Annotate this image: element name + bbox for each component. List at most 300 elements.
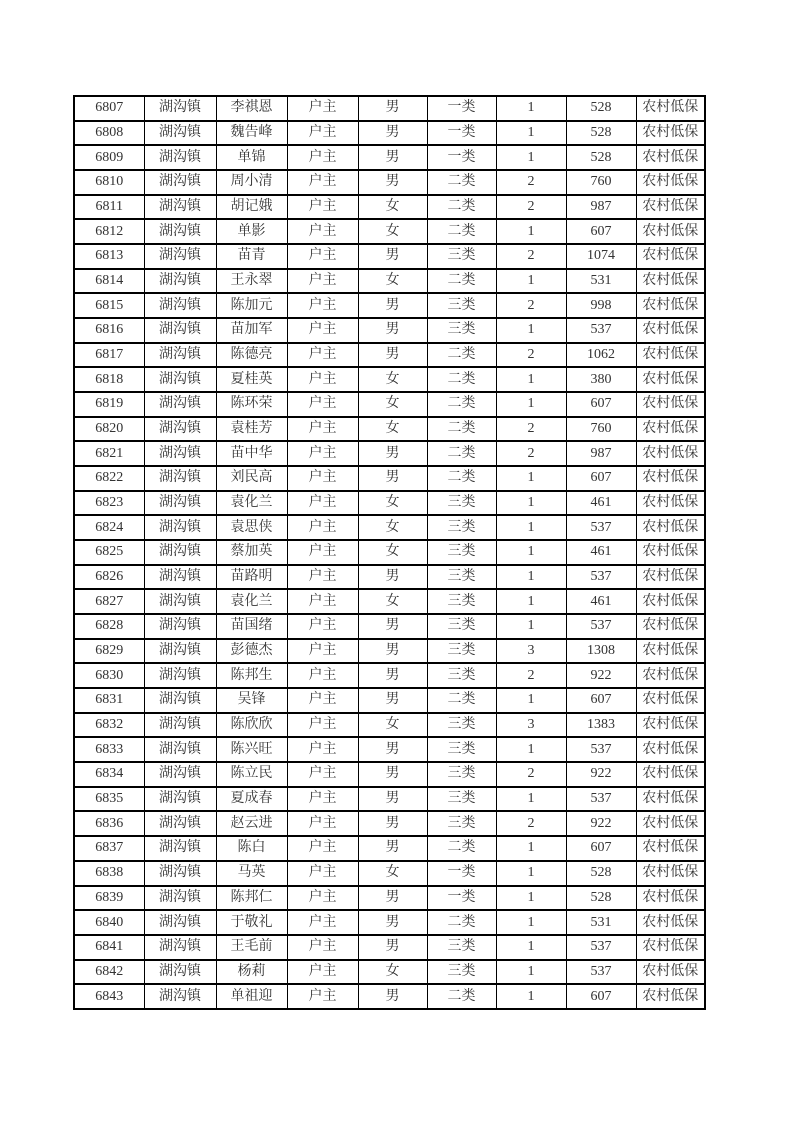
- cell-relation: 户主: [287, 737, 358, 762]
- cell-persons: 1: [496, 269, 566, 294]
- cell-amount: 607: [566, 219, 636, 244]
- cell-name: 陈环荣: [216, 392, 287, 417]
- cell-category: 三类: [427, 713, 496, 738]
- cell-amount: 537: [566, 565, 636, 590]
- cell-amount: 537: [566, 318, 636, 343]
- table-row: [74, 811, 705, 836]
- cell-gender: 女: [358, 960, 427, 985]
- cell-amount: 537: [566, 787, 636, 812]
- cell-id: 6827: [74, 589, 144, 614]
- cell-town: 湖沟镇: [144, 713, 216, 738]
- cell-town: 湖沟镇: [144, 121, 216, 146]
- cell-town: 湖沟镇: [144, 219, 216, 244]
- cell-name: 苗青: [216, 244, 287, 269]
- cell-gender: 男: [358, 318, 427, 343]
- cell-town: 湖沟镇: [144, 195, 216, 220]
- table-row: [74, 466, 705, 491]
- cell-relation: 户主: [287, 787, 358, 812]
- table-row: [74, 960, 705, 985]
- table-row: [74, 836, 705, 861]
- cell-amount: 528: [566, 145, 636, 170]
- cell-id: 6819: [74, 392, 144, 417]
- cell-persons: 1: [496, 318, 566, 343]
- cell-name: 袁桂芳: [216, 417, 287, 442]
- cell-name: 魏告峰: [216, 121, 287, 146]
- cell-gender: 男: [358, 787, 427, 812]
- cell-category: 一类: [427, 886, 496, 911]
- cell-id: 6836: [74, 811, 144, 836]
- cell-category: 二类: [427, 195, 496, 220]
- cell-persons: 1: [496, 392, 566, 417]
- table-row: [74, 392, 705, 417]
- cell-id: 6818: [74, 367, 144, 392]
- cell-id: 6809: [74, 145, 144, 170]
- cell-amount: 528: [566, 861, 636, 886]
- cell-amount: 1062: [566, 343, 636, 368]
- cell-relation: 户主: [287, 269, 358, 294]
- cell-id: 6834: [74, 762, 144, 787]
- cell-id: 6807: [74, 96, 144, 121]
- cell-category: 三类: [427, 515, 496, 540]
- table-row: [74, 540, 705, 565]
- cell-town: 湖沟镇: [144, 491, 216, 516]
- cell-name: 苗国绪: [216, 614, 287, 639]
- cell-category: 二类: [427, 417, 496, 442]
- cell-town: 湖沟镇: [144, 293, 216, 318]
- cell-gender: 男: [358, 96, 427, 121]
- cell-id: 6828: [74, 614, 144, 639]
- cell-persons: 1: [496, 614, 566, 639]
- cell-id: 6813: [74, 244, 144, 269]
- table-row: [74, 589, 705, 614]
- cell-town: 湖沟镇: [144, 836, 216, 861]
- cell-name: 苗加军: [216, 318, 287, 343]
- cell-program: 农村低保: [636, 269, 705, 294]
- table-row: [74, 318, 705, 343]
- table-row: [74, 343, 705, 368]
- cell-program: 农村低保: [636, 96, 705, 121]
- cell-id: 6816: [74, 318, 144, 343]
- cell-gender: 男: [358, 343, 427, 368]
- table-row: [74, 861, 705, 886]
- cell-id: 6808: [74, 121, 144, 146]
- cell-town: 湖沟镇: [144, 269, 216, 294]
- cell-town: 湖沟镇: [144, 441, 216, 466]
- cell-persons: 2: [496, 663, 566, 688]
- cell-gender: 男: [358, 762, 427, 787]
- cell-persons: 1: [496, 565, 566, 590]
- cell-relation: 户主: [287, 811, 358, 836]
- cell-name: 单影: [216, 219, 287, 244]
- cell-relation: 户主: [287, 145, 358, 170]
- cell-persons: 1: [496, 367, 566, 392]
- cell-amount: 760: [566, 170, 636, 195]
- cell-program: 农村低保: [636, 713, 705, 738]
- cell-id: 6840: [74, 910, 144, 935]
- cell-amount: 607: [566, 688, 636, 713]
- cell-persons: 2: [496, 293, 566, 318]
- table-row: [74, 935, 705, 960]
- table-body: [74, 96, 705, 1009]
- cell-relation: 户主: [287, 540, 358, 565]
- cell-program: 农村低保: [636, 540, 705, 565]
- cell-gender: 男: [358, 565, 427, 590]
- cell-town: 湖沟镇: [144, 960, 216, 985]
- cell-amount: 922: [566, 762, 636, 787]
- cell-gender: 女: [358, 589, 427, 614]
- cell-id: 6831: [74, 688, 144, 713]
- cell-gender: 女: [358, 515, 427, 540]
- cell-id: 6811: [74, 195, 144, 220]
- cell-program: 农村低保: [636, 639, 705, 664]
- cell-category: 三类: [427, 244, 496, 269]
- cell-program: 农村低保: [636, 195, 705, 220]
- cell-amount: 1308: [566, 639, 636, 664]
- cell-name: 陈加元: [216, 293, 287, 318]
- cell-gender: 女: [358, 195, 427, 220]
- cell-persons: 1: [496, 910, 566, 935]
- cell-category: 二类: [427, 688, 496, 713]
- cell-amount: 537: [566, 737, 636, 762]
- cell-relation: 户主: [287, 589, 358, 614]
- cell-id: 6839: [74, 886, 144, 911]
- cell-relation: 户主: [287, 417, 358, 442]
- cell-town: 湖沟镇: [144, 170, 216, 195]
- cell-program: 农村低保: [636, 935, 705, 960]
- cell-gender: 女: [358, 392, 427, 417]
- cell-persons: 2: [496, 811, 566, 836]
- cell-relation: 户主: [287, 886, 358, 911]
- cell-persons: 1: [496, 515, 566, 540]
- cell-gender: 男: [358, 886, 427, 911]
- table-row: [74, 762, 705, 787]
- cell-program: 农村低保: [636, 886, 705, 911]
- cell-name: 刘民高: [216, 466, 287, 491]
- cell-program: 农村低保: [636, 219, 705, 244]
- cell-id: 6812: [74, 219, 144, 244]
- cell-id: 6841: [74, 935, 144, 960]
- cell-persons: 1: [496, 96, 566, 121]
- cell-id: 6823: [74, 491, 144, 516]
- cell-id: 6821: [74, 441, 144, 466]
- table-row: [74, 244, 705, 269]
- cell-gender: 男: [358, 466, 427, 491]
- cell-persons: 2: [496, 170, 566, 195]
- cell-gender: 女: [358, 417, 427, 442]
- cell-persons: 1: [496, 589, 566, 614]
- cell-town: 湖沟镇: [144, 614, 216, 639]
- cell-category: 三类: [427, 491, 496, 516]
- cell-gender: 男: [358, 121, 427, 146]
- cell-amount: 528: [566, 886, 636, 911]
- cell-program: 农村低保: [636, 861, 705, 886]
- cell-town: 湖沟镇: [144, 984, 216, 1009]
- cell-gender: 女: [358, 219, 427, 244]
- cell-name: 单祖迎: [216, 984, 287, 1009]
- cell-persons: 2: [496, 762, 566, 787]
- cell-id: 6817: [74, 343, 144, 368]
- cell-program: 农村低保: [636, 663, 705, 688]
- cell-town: 湖沟镇: [144, 565, 216, 590]
- cell-town: 湖沟镇: [144, 935, 216, 960]
- cell-persons: 2: [496, 244, 566, 269]
- table-row: [74, 737, 705, 762]
- cell-id: 6835: [74, 787, 144, 812]
- cell-name: 夏桂英: [216, 367, 287, 392]
- cell-gender: 男: [358, 688, 427, 713]
- cell-id: 6842: [74, 960, 144, 985]
- table-row: [74, 269, 705, 294]
- cell-name: 李祺恩: [216, 96, 287, 121]
- cell-relation: 户主: [287, 195, 358, 220]
- cell-town: 湖沟镇: [144, 515, 216, 540]
- cell-category: 一类: [427, 96, 496, 121]
- cell-category: 二类: [427, 343, 496, 368]
- cell-program: 农村低保: [636, 491, 705, 516]
- cell-name: 陈白: [216, 836, 287, 861]
- cell-gender: 男: [358, 663, 427, 688]
- cell-persons: 3: [496, 713, 566, 738]
- cell-name: 赵云进: [216, 811, 287, 836]
- cell-program: 农村低保: [636, 343, 705, 368]
- cell-name: 陈德亮: [216, 343, 287, 368]
- cell-town: 湖沟镇: [144, 787, 216, 812]
- cell-town: 湖沟镇: [144, 417, 216, 442]
- cell-amount: 537: [566, 614, 636, 639]
- cell-relation: 户主: [287, 491, 358, 516]
- cell-id: 6824: [74, 515, 144, 540]
- table-row: [74, 688, 705, 713]
- cell-amount: 531: [566, 269, 636, 294]
- cell-name: 陈兴旺: [216, 737, 287, 762]
- cell-gender: 男: [358, 614, 427, 639]
- cell-relation: 户主: [287, 935, 358, 960]
- cell-relation: 户主: [287, 367, 358, 392]
- cell-relation: 户主: [287, 441, 358, 466]
- cell-program: 农村低保: [636, 836, 705, 861]
- cell-town: 湖沟镇: [144, 910, 216, 935]
- cell-id: 6810: [74, 170, 144, 195]
- cell-amount: 528: [566, 121, 636, 146]
- cell-amount: 528: [566, 96, 636, 121]
- cell-program: 农村低保: [636, 960, 705, 985]
- cell-persons: 2: [496, 195, 566, 220]
- cell-name: 袁化兰: [216, 491, 287, 516]
- table-row: [74, 195, 705, 220]
- cell-amount: 760: [566, 417, 636, 442]
- cell-program: 农村低保: [636, 589, 705, 614]
- cell-program: 农村低保: [636, 984, 705, 1009]
- cell-persons: 1: [496, 960, 566, 985]
- cell-persons: 1: [496, 737, 566, 762]
- cell-relation: 户主: [287, 713, 358, 738]
- cell-category: 二类: [427, 219, 496, 244]
- table-row: [74, 515, 705, 540]
- cell-name: 单锦: [216, 145, 287, 170]
- cell-persons: 1: [496, 121, 566, 146]
- table-row: [74, 491, 705, 516]
- cell-program: 农村低保: [636, 737, 705, 762]
- cell-gender: 女: [358, 540, 427, 565]
- cell-amount: 987: [566, 441, 636, 466]
- cell-category: 三类: [427, 811, 496, 836]
- cell-category: 二类: [427, 269, 496, 294]
- cell-name: 袁化兰: [216, 589, 287, 614]
- cell-program: 农村低保: [636, 565, 705, 590]
- cell-amount: 922: [566, 663, 636, 688]
- cell-relation: 户主: [287, 392, 358, 417]
- cell-category: 一类: [427, 145, 496, 170]
- cell-category: 三类: [427, 935, 496, 960]
- cell-program: 农村低保: [636, 293, 705, 318]
- table-row: [74, 565, 705, 590]
- cell-name: 袁思侠: [216, 515, 287, 540]
- table-row: [74, 417, 705, 442]
- cell-persons: 1: [496, 787, 566, 812]
- cell-program: 农村低保: [636, 466, 705, 491]
- cell-relation: 户主: [287, 244, 358, 269]
- cell-category: 二类: [427, 910, 496, 935]
- cell-town: 湖沟镇: [144, 343, 216, 368]
- cell-town: 湖沟镇: [144, 861, 216, 886]
- table-row: [74, 96, 705, 121]
- cell-town: 湖沟镇: [144, 811, 216, 836]
- cell-relation: 户主: [287, 293, 358, 318]
- cell-category: 一类: [427, 861, 496, 886]
- cell-gender: 女: [358, 491, 427, 516]
- cell-gender: 男: [358, 935, 427, 960]
- cell-relation: 户主: [287, 121, 358, 146]
- cell-gender: 女: [358, 713, 427, 738]
- cell-program: 农村低保: [636, 515, 705, 540]
- cell-gender: 女: [358, 861, 427, 886]
- cell-relation: 户主: [287, 910, 358, 935]
- cell-program: 农村低保: [636, 318, 705, 343]
- cell-gender: 男: [358, 639, 427, 664]
- cell-category: 三类: [427, 318, 496, 343]
- cell-gender: 男: [358, 984, 427, 1009]
- cell-category: 三类: [427, 762, 496, 787]
- cell-persons: 1: [496, 540, 566, 565]
- cell-id: 6820: [74, 417, 144, 442]
- cell-relation: 户主: [287, 984, 358, 1009]
- cell-category: 二类: [427, 392, 496, 417]
- cell-name: 吴锋: [216, 688, 287, 713]
- cell-persons: 1: [496, 466, 566, 491]
- cell-gender: 男: [358, 145, 427, 170]
- cell-gender: 男: [358, 441, 427, 466]
- cell-relation: 户主: [287, 170, 358, 195]
- cell-category: 二类: [427, 984, 496, 1009]
- table-row: [74, 639, 705, 664]
- cell-id: 6826: [74, 565, 144, 590]
- welfare-roster-table: [73, 95, 706, 1010]
- cell-amount: 461: [566, 589, 636, 614]
- cell-program: 农村低保: [636, 121, 705, 146]
- cell-gender: 男: [358, 293, 427, 318]
- cell-id: 6825: [74, 540, 144, 565]
- cell-category: 二类: [427, 367, 496, 392]
- cell-id: 6843: [74, 984, 144, 1009]
- cell-name: 陈欣欣: [216, 713, 287, 738]
- table-row: [74, 293, 705, 318]
- cell-name: 陈邦生: [216, 663, 287, 688]
- cell-persons: 1: [496, 984, 566, 1009]
- cell-gender: 男: [358, 836, 427, 861]
- cell-name: 苗路明: [216, 565, 287, 590]
- cell-amount: 461: [566, 540, 636, 565]
- cell-relation: 户主: [287, 466, 358, 491]
- cell-persons: 2: [496, 441, 566, 466]
- cell-name: 于敬礼: [216, 910, 287, 935]
- cell-amount: 537: [566, 960, 636, 985]
- cell-amount: 607: [566, 392, 636, 417]
- cell-amount: 537: [566, 515, 636, 540]
- cell-category: 三类: [427, 589, 496, 614]
- cell-persons: 1: [496, 836, 566, 861]
- cell-category: 三类: [427, 540, 496, 565]
- cell-town: 湖沟镇: [144, 96, 216, 121]
- cell-relation: 户主: [287, 219, 358, 244]
- cell-category: 一类: [427, 121, 496, 146]
- table-row: [74, 713, 705, 738]
- cell-program: 农村低保: [636, 145, 705, 170]
- cell-amount: 531: [566, 910, 636, 935]
- cell-town: 湖沟镇: [144, 466, 216, 491]
- cell-program: 农村低保: [636, 392, 705, 417]
- cell-name: 夏成春: [216, 787, 287, 812]
- cell-category: 三类: [427, 663, 496, 688]
- cell-program: 农村低保: [636, 614, 705, 639]
- cell-id: 6829: [74, 639, 144, 664]
- cell-name: 胡记娥: [216, 195, 287, 220]
- cell-name: 王永翠: [216, 269, 287, 294]
- cell-category: 三类: [427, 787, 496, 812]
- table-row: [74, 441, 705, 466]
- cell-category: 二类: [427, 836, 496, 861]
- cell-amount: 1383: [566, 713, 636, 738]
- cell-relation: 户主: [287, 96, 358, 121]
- cell-persons: 2: [496, 343, 566, 368]
- cell-category: 三类: [427, 960, 496, 985]
- cell-relation: 户主: [287, 343, 358, 368]
- cell-persons: 1: [496, 935, 566, 960]
- cell-amount: 987: [566, 195, 636, 220]
- cell-town: 湖沟镇: [144, 318, 216, 343]
- cell-id: 6832: [74, 713, 144, 738]
- cell-category: 二类: [427, 466, 496, 491]
- cell-persons: 1: [496, 491, 566, 516]
- cell-category: 三类: [427, 565, 496, 590]
- cell-amount: 461: [566, 491, 636, 516]
- cell-town: 湖沟镇: [144, 145, 216, 170]
- cell-name: 王毛前: [216, 935, 287, 960]
- cell-persons: 1: [496, 886, 566, 911]
- cell-relation: 户主: [287, 688, 358, 713]
- cell-town: 湖沟镇: [144, 367, 216, 392]
- table-row: [74, 984, 705, 1009]
- cell-category: 二类: [427, 170, 496, 195]
- cell-amount: 537: [566, 935, 636, 960]
- cell-program: 农村低保: [636, 170, 705, 195]
- cell-town: 湖沟镇: [144, 540, 216, 565]
- cell-town: 湖沟镇: [144, 639, 216, 664]
- cell-id: 6822: [74, 466, 144, 491]
- cell-category: 三类: [427, 639, 496, 664]
- table-row: [74, 787, 705, 812]
- cell-persons: 2: [496, 417, 566, 442]
- cell-program: 农村低保: [636, 441, 705, 466]
